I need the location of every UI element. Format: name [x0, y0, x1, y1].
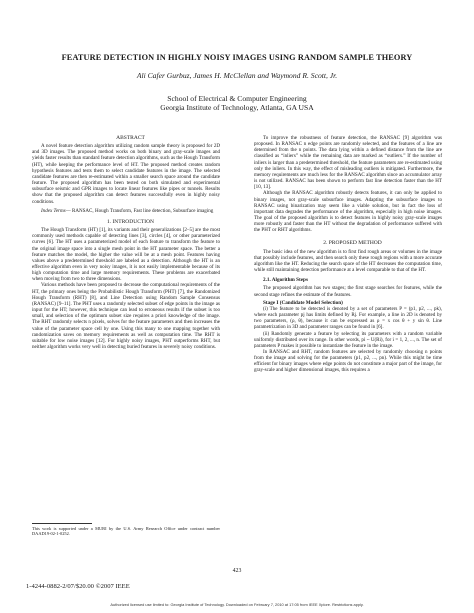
affiliation [20, 94, 454, 112]
affiliation-line-1: School of Electrical & Computer Engineering [167, 94, 307, 103]
paper-title: FEATURE DETECTION IN HIGHLY NOISY IMAGES USING RANDOM SAMPLE THEORY [61, 53, 413, 62]
affiliation-line-2: Georgia Institute of Technology, Atlanta, GA USA [160, 103, 314, 113]
index-terms-label: Index Terms [41, 207, 66, 214]
method-heading: 2. PROPOSED METHOD [323, 239, 382, 246]
right-column [254, 135, 442, 374]
right-paragraph-2: Although the RANSAC algorithm robustly detects features, it can only be applied to binary images, not gray-scale subsurface images. Adapting the subsurface images to RANSAC using binarization may seem like a viable solution, but in fact the loss of important data degrades the performance of the algorithm, especially in high noise images. The goal of the proposed algorithm is to detect features in highly noisy gray-scale images more robustly and faster than the HT without the degradation of performance suffered with the PHT or RHT algorithms. [254, 190, 442, 234]
stage-heading-text: Stage I (Candidate Model Selection) [263, 299, 343, 306]
page-number: 423 [232, 568, 242, 574]
intro-heading: 1. INTRODUCTION [106, 218, 155, 225]
stage-paragraph-2: In RANSAC and RHT, random features are selected by randomly choosing n points from the image and solving for the parameters (p1, p2, ..., pn). While this might be time efficient for binary images where edge points do not constitute a major part of the image, for gray-scale and higher dimensional images, this requires a [254, 349, 442, 374]
algorithm-steps-heading [254, 277, 442, 283]
abstract-heading: ABSTRACT [116, 135, 145, 141]
left-column [32, 135, 220, 350]
intro-paragraph-1: The Hough Transform (HT) [1], its variants and their generalizations [2–5] are the most commonly used methods capable of detecting lines [3], circles [4], or other parameterized curves [6]. The HT uses a parameterized model of each feature to transform the feature to the original image space into a single mesh point in the HT parameter space. The better a feature matches the model, the higher the value will be at a mesh point. Features having values above a predetermined threshold are labeled as a detection. Although the HT is an effective algorithm even in very noisy images, it is not easily implementable because of its high computation time and large memory requirements. These problems are exacerbated when moving from two to three dimensions. [32, 227, 220, 283]
index-terms [32, 208, 220, 214]
license-notice: Authorized licensed use limited to: Georgia Institute of Technology. Downloaded on February 7, 2010 at 17:05 from IEEE Xplore. Restrictions apply. [110, 602, 364, 607]
footnote-rule [32, 523, 92, 524]
footnote: This work is supported under a MURI by the U.S. Army Research Office under contract number DAAD19-02-1-0252. [32, 526, 220, 537]
stage-step-i: (i) The feature to be detected is denoted by a set of parameters P = (p1, p2, ..., pk), where each parameter pj has limits defined by Rj. For example, a line in 2D is denoted by two parameters, (ρ, θ), because it can be expressed as ρ = x cos θ + y sin θ. Line parametrization in 3D and parameter ranges can be found in [6]. [254, 305, 442, 331]
paper-authors: Ali Cafer Gurbuz, James H. McClellan and Waymond R. Scott, Jr. [136, 71, 338, 80]
algorithm-steps-heading-text: 2.1. Algorithm Steps [263, 277, 308, 284]
right-paragraph-1: To improve the robustness of feature detection, the RANSAC [9] algorithm was proposed. In RANSAC n edge points are randomly selected, and the features of a line are determined from the n points. The data lying within a defined distance from the line are classified as “inliers” while the remaining data are marked as “outliers.” If the number of inliers is larger than a predetermined threshold, the feature parameters are re-estimated using only the inliers. In this way, the effect of misleading outliers is mitigated. Furthermore, the memory requirements are much less for the RANSAC algorithm since an accumulator array is not utilized. RANSAC has been shown to perform fast line detection faster than the HT [10, 13]. [254, 135, 442, 191]
intro-paragraph-2: Various methods have been proposed to decrease the computational requirements of the HT, the primary ones being the Probabilistic Hough Transform (PHT) [7], the Randomized Hough Transform (RHT) [8], and Line Detection using Random Sample Consensus (RANSAC) [9–11]. The PHT uses a randomly selected subset of edge points in the image as input for the HT; however, this technique can lead to erroneous results if the subset is too small, and selection of the optimum subset size requires a priori knowledge of the image. The RHT randomly selects n pixels, solves for the feature parameters and then increases the value of the parameter space cell by one. Using this many to one mapping together with randomization saves on memory requirements as well as computation time. The RHT is suitable for low noise images [12]. For highly noisy images, PHT outperforms RHT, but neither algorithm works very well in detecting buried features in severely noisy conditions. [32, 282, 220, 350]
algorithm-paragraph-1: The proposed algorithm has two stages; the first stage searches for features, while the second stage refines the estimate of the features. [254, 285, 442, 298]
index-terms-text: — RANSAC, Hough Transform, Fast line detection, Subsurface imaging [65, 207, 214, 214]
abstract-text: A novel feature detection algorithm utilizing random sample theory is proposed for 2D and 3D images. The proposed method works on both binary and gray-scale images and yields faster results than standard feature detection algorithms, such as the Hough Transform (HT), while keeping the performance level of HT. The proposed method creates random hypothesis features and tests them to select candidate features in the image. The selected candidate features are then re-estimated within a smaller search space around the candidate feature. The proposed algorithm has been tested on both simulated and experimental subsurface seismic and GPR images to locate linear features like pipes or tunnels. Results show that the proposed algorithm can detect features successfully even in highly noisy conditions. [32, 143, 220, 205]
isbn-line: 1-4244-0882-2/07/$20.00 ©2007 IEEE [26, 583, 130, 590]
method-paragraph-1: The basic idea of the new algorithm is to first find rough areas or volumes in the image that possibly include features, and then search only these rough regions with a more accurate algorithm like the HT. Reducing the search space of the HT decreases the computation time, while still maintaining detection performance at a level comparable to that of the HT. [254, 248, 442, 274]
stage-step-ii: (ii) Randomly generate a feature by selecting its parameters with a random variable uniformly distributed over its range. In other words, pi ~ U(Ri), for i = 1, 2, ..., n. The set of parameters P makes it possible to instantiate the feature in the image. [254, 330, 442, 349]
